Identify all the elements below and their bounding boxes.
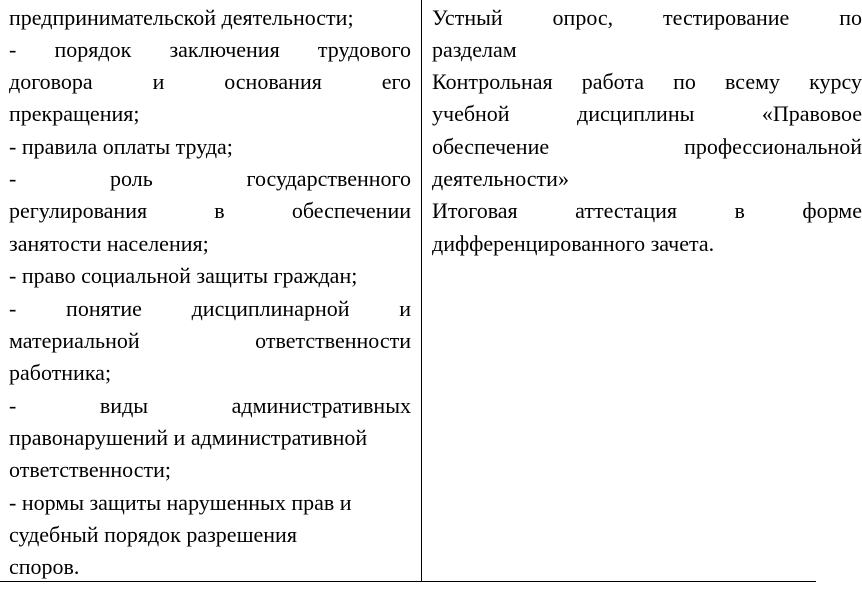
topic-line: - понятие дисциплинарной и <box>9 296 411 321</box>
assessment-line: Контрольная работа по всему курсу <box>432 69 862 94</box>
table-bottom-border <box>0 581 816 582</box>
topic-line: - правила оплаты труда; <box>9 134 233 159</box>
assessment-line: Устный опрос, тестирование по <box>432 5 862 30</box>
assessment-line: разделам <box>432 37 517 62</box>
topic-line: прекращения; <box>9 101 140 126</box>
topic-line: - порядок заключения трудового <box>9 37 411 62</box>
column-divider <box>421 0 422 582</box>
topic-line: материальной ответственности <box>9 328 411 353</box>
topic-line: ответственности; <box>9 457 171 482</box>
topic-line: - нормы защиты нарушенных прав и <box>9 490 352 515</box>
assessment-line: учебной дисциплины «Правовое <box>432 101 862 126</box>
assessment-line: Итоговая аттестация в форме <box>432 198 862 223</box>
assessment-line: деятельности» <box>432 166 569 191</box>
topic-line: предпринимательской деятельности; <box>9 5 354 30</box>
topic-line: регулирования в обеспечении <box>9 198 411 223</box>
topic-line: работника; <box>9 360 112 385</box>
topic-line: споров. <box>9 554 80 579</box>
topic-line: договора и основания его <box>9 69 411 94</box>
assessment-line: обеспечение профессиональной <box>432 134 862 159</box>
assessment-line: дифференцированного зачета. <box>432 231 715 256</box>
topic-line: правонарушений и административной <box>9 425 368 450</box>
topic-line: - виды административных <box>9 393 411 418</box>
topic-line: - право социальной защиты граждан; <box>9 263 358 288</box>
topic-line: занятости населения; <box>9 231 209 256</box>
topic-line: - роль государственного <box>9 166 411 191</box>
topic-line: судебный порядок разрешения <box>9 522 297 547</box>
